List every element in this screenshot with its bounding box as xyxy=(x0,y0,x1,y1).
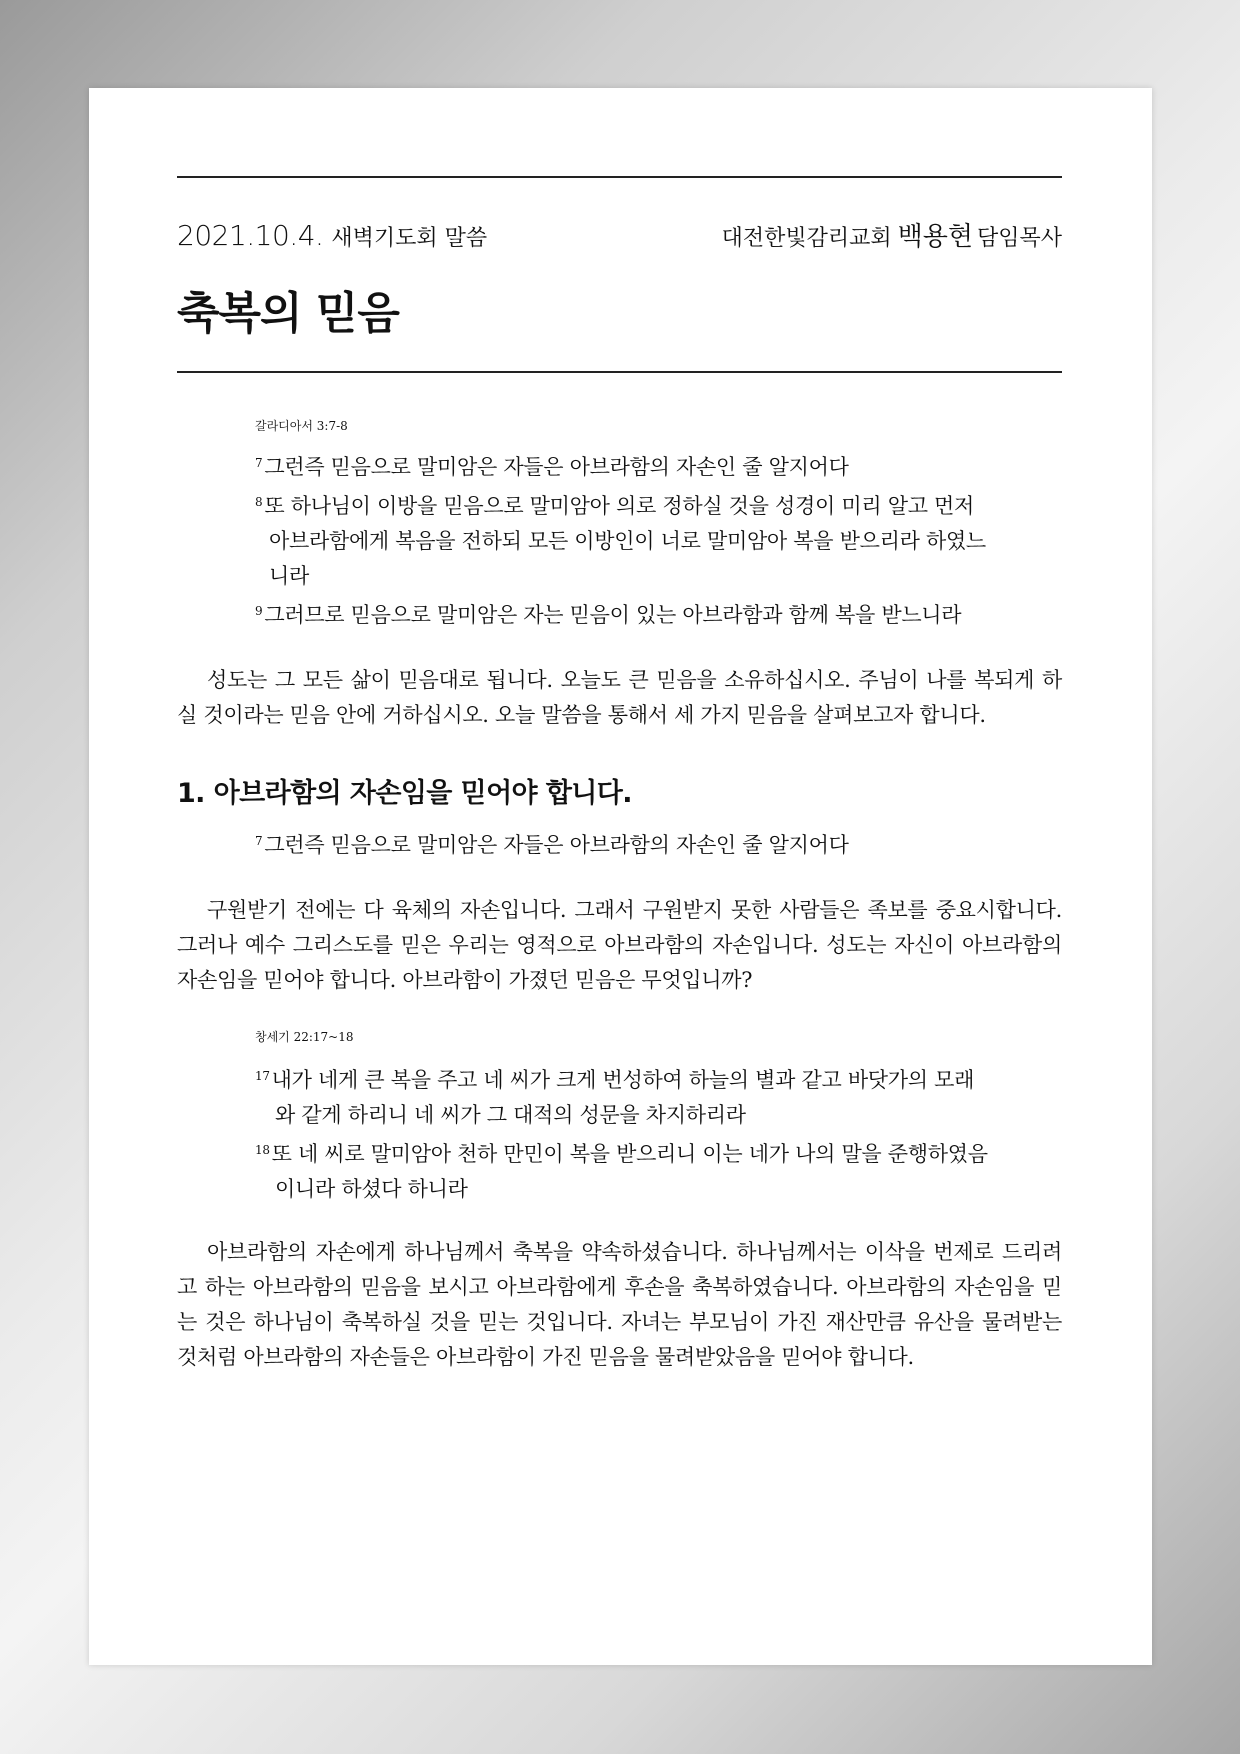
title-rule xyxy=(177,371,1062,373)
scripture-reference: 창세기 22:17~18 xyxy=(255,1030,354,1044)
verse xyxy=(255,1059,990,1133)
verse xyxy=(255,1133,990,1207)
body-paragraph: 구원받기 전에는 다 육체의 자손입니다. 그래서 구원받지 못한 사람들은 족보를 중요시합니다. 그러나 예수 그리스도를 믿은 우리는 영적으로 아브라함의 자손입니다. 성도는 자신이 아브라함의 자손임을 믿어야 합니다. 아브라함이 가졌던 믿음은 무엇입니까? xyxy=(177,898,1062,992)
verse xyxy=(255,446,990,485)
verse-number: 18 xyxy=(255,1143,270,1157)
page-content xyxy=(177,176,1062,1375)
intro-paragraph: 성도는 그 모든 삶이 믿음대로 됩니다. 오늘도 큰 믿음을 소유하십시오. 주님이 나를 복되게 하실 것이라는 믿음 안에 거하십시오. 오늘 말씀을 통해서 세 가지 믿음을 살펴보고자 합니다. xyxy=(177,668,1062,727)
verse-text: 또 하나님이 이방을 믿음으로 말미암아 의로 정하실 것을 성경이 미리 알고 먼저 아브라함에게 복음을 전하되 모든 이방인이 너로 말미암아 복을 받으리라 하였느니라 xyxy=(264,494,986,588)
verse-number: 8 xyxy=(255,495,263,509)
verse-number: 17 xyxy=(255,1069,270,1083)
scripture-passage xyxy=(255,1059,990,1207)
body-paragraph: 아브라함의 자손에게 하나님께서 축복을 약속하셨습니다. 하나님께서는 이삭을 번제로 드리려고 하는 아브라함의 믿음을 보시고 아브라함에게 후손을 축복하였습니다. 아브라함의 자손임을 믿는 것은 하나님이 축복하실 것을 믿는 것입니다. 자녀는 부모님이 가진 재산만큼 유산을 물려받는 것처럼 아브라함의 자손들은 아브라함이 가진 믿음을 물려받았음을 믿어야 합니다. xyxy=(177,1240,1062,1369)
sermon-title: 축복의 믿음 xyxy=(177,288,399,339)
sermon-header xyxy=(177,216,1062,253)
scripture-passage xyxy=(255,446,990,633)
verse xyxy=(255,485,990,594)
verse-text: 또 네 씨로 말미암아 천하 만민이 복을 받으리니 이는 네가 나의 말을 준행하였음이니라 하셨다 하니라 xyxy=(271,1142,988,1201)
verse-text: 내가 네게 큰 복을 주고 네 씨가 크게 번성하여 하늘의 별과 같고 바닷가의 모래와 같게 하리니 네 씨가 그 대적의 성문을 차지하리라 xyxy=(271,1068,975,1127)
document-page xyxy=(89,88,1152,1665)
verse-text: 그런즉 믿음으로 말미암은 자들은 아브라함의 자손인 줄 알지어다 xyxy=(264,455,849,479)
service-name: 새벽기도회 말씀 xyxy=(331,226,488,251)
preacher-info xyxy=(722,216,1062,253)
verse-number: 9 xyxy=(255,604,263,618)
date-service xyxy=(177,219,487,252)
verse xyxy=(255,824,990,863)
verse-number: 7 xyxy=(255,834,263,848)
top-rule xyxy=(177,176,1062,178)
pastor-title: 담임목사 xyxy=(976,226,1062,251)
verse xyxy=(255,594,990,633)
quoted-verse xyxy=(255,824,990,863)
sermon-date: 2021.10.4. xyxy=(177,219,324,252)
church-name: 대전한빛감리교회 xyxy=(721,226,892,251)
section-heading: 1. 아브라함의 자손임을 믿어야 합니다. xyxy=(177,778,632,809)
verse-text: 그런즉 믿음으로 말미암은 자들은 아브라함의 자손인 줄 알지어다 xyxy=(264,833,849,857)
verse-number: 7 xyxy=(255,456,263,470)
verse-text: 그러므로 믿음으로 말미암은 자는 믿음이 있는 아브라함과 함께 복을 받느니라 xyxy=(264,603,962,627)
pastor-name: 백용현 xyxy=(897,222,973,252)
scripture-reference: 갈라디아서 3:7-8 xyxy=(255,419,348,433)
